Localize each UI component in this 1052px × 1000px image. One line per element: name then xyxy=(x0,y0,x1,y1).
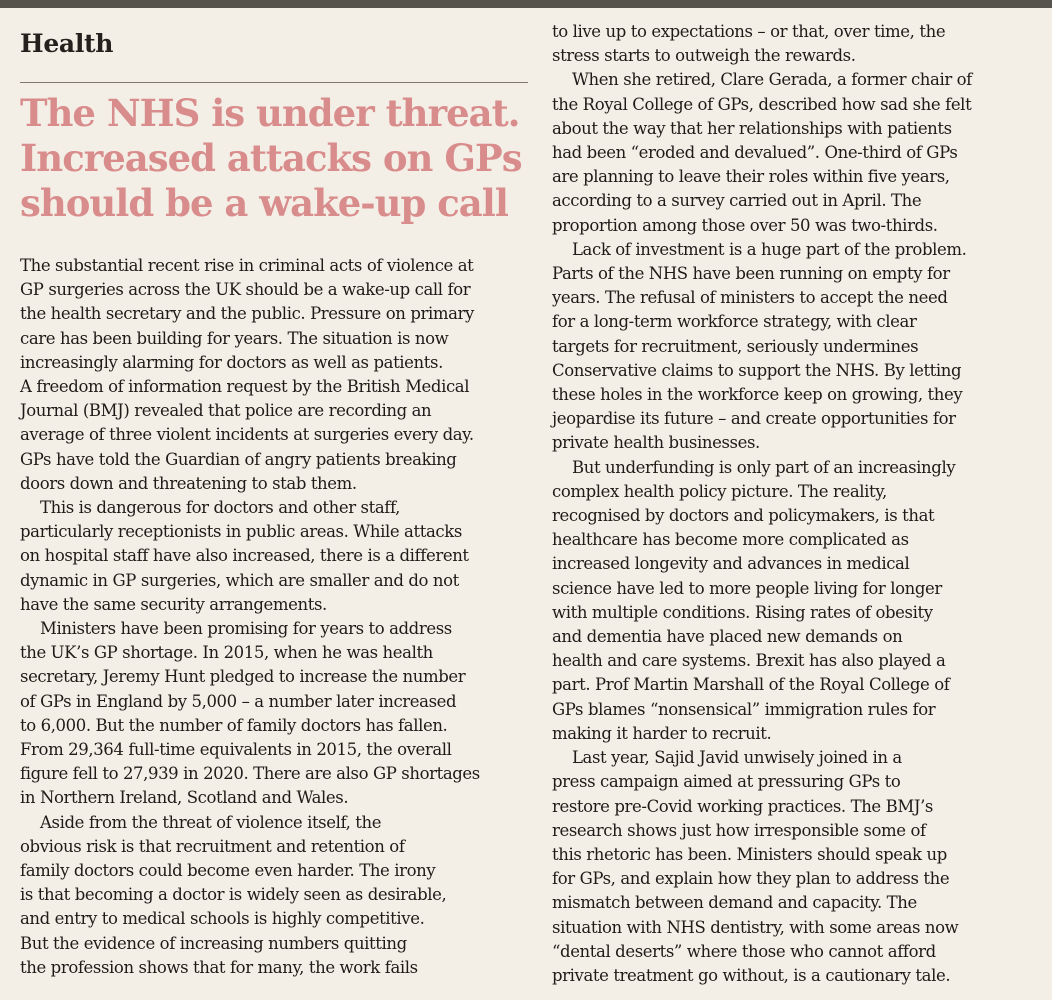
text-line: situation with NHS dentistry, with some areas now xyxy=(552,917,959,937)
text-line: Parts of the NHS have been running on empty for xyxy=(552,264,950,284)
text-line: recognised by doctors and policymakers, is that xyxy=(552,506,935,526)
text-line: to live up to expectations – or that, over time, the xyxy=(552,22,946,41)
text-line: had been “eroded and devalued”. One-third of GPs xyxy=(552,143,958,163)
text-line: are planning to leave their roles within five years, xyxy=(552,167,950,187)
text-line: increased longevity and advances in medical xyxy=(552,554,910,574)
text-line: about the way that her relationships with patients xyxy=(552,118,952,138)
text-line: secretary, Jeremy Hunt pledged to increase the number xyxy=(20,667,466,687)
text-line: these holes in the workforce keep on growing, they xyxy=(552,385,963,405)
text-line: increasingly alarming for doctors as well as patients. xyxy=(20,352,443,372)
text-line: and dementia have placed new demands on xyxy=(552,627,903,647)
text-line: Journal (BMJ) revealed that police are recording an xyxy=(20,401,432,421)
text-line: the UK’s GP shortage. In 2015, when he was health xyxy=(20,643,433,663)
headline-line: Increased attacks on GPs xyxy=(20,136,522,180)
text-line: doors down and threatening to stab them. xyxy=(20,473,357,493)
paragraph xyxy=(552,238,1030,456)
text-line: average of three violent incidents at surgeries every day. xyxy=(20,425,474,445)
text-line: to 6,000. But the number of family doctors has fallen. xyxy=(20,715,448,735)
text-line: Lack of investment is a huge part of the problem. xyxy=(572,239,967,259)
left-column xyxy=(20,28,528,980)
text-line: science have led to more people living for longer xyxy=(552,578,942,598)
text-line: health and care systems. Brexit has also played a xyxy=(552,651,946,671)
text-line: But underfunding is only part of an increasingly xyxy=(572,457,956,477)
text-line: private health businesses. xyxy=(552,433,760,453)
text-line: figure fell to 27,939 in 2020. There are also GP shortages xyxy=(20,764,480,784)
text-line: stress starts to outweigh the rewards. xyxy=(552,46,856,66)
text-line: Last year, Sajid Javid unwisely joined in a xyxy=(572,748,902,768)
paragraph xyxy=(552,68,1030,237)
text-line: GPs have told the Guardian of angry patients breaking xyxy=(20,449,457,469)
text-line: in Northern Ireland, Scotland and Wales. xyxy=(20,788,349,808)
text-line: The substantial recent rise in criminal acts of violence at xyxy=(20,256,474,275)
text-line: making it harder to recruit. xyxy=(552,723,772,743)
text-line: for a long-term workforce strategy, with clear xyxy=(552,312,917,332)
text-line: obvious risk is that recruitment and retention of xyxy=(20,836,405,856)
text-line: care has been building for years. The situation is now xyxy=(20,328,449,348)
text-line: research shows just how irresponsible some of xyxy=(552,820,926,840)
text-line: according to a survey carried out in April. The xyxy=(552,191,922,211)
text-line: healthcare has become more complicated as xyxy=(552,530,909,550)
text-line: the Royal College of GPs, described how sad she felt xyxy=(552,94,972,114)
text-line: proportion among those over 50 was two-thirds. xyxy=(552,215,938,235)
paragraph xyxy=(552,456,1030,746)
headline-line: The NHS is under threat. xyxy=(20,91,520,135)
text-line: “dental deserts” where those who cannot afford xyxy=(552,941,936,961)
text-line: A freedom of information request by the British Medical xyxy=(20,377,470,397)
section-label: Health xyxy=(20,28,528,83)
text-line: From 29,364 full-time equivalents in 2015, the overall xyxy=(20,740,452,760)
text-line: jeopardise its future – and create opportunities for xyxy=(552,409,956,429)
text-line: with multiple conditions. Rising rates of obesity xyxy=(552,602,933,622)
text-line: restore pre-Covid working practices. The BMJ’s xyxy=(552,796,933,816)
top-rule xyxy=(0,0,1052,8)
text-line: When she retired, Clare Gerada, a former chair of xyxy=(572,70,972,90)
text-line: for GPs, and explain how they plan to address the xyxy=(552,869,950,889)
text-line: on hospital staff have also increased, there is a different xyxy=(20,546,469,566)
text-line: years. The refusal of ministers to accept the need xyxy=(552,288,948,308)
text-line: private treatment go without, is a cautionary tale. xyxy=(552,965,951,985)
text-line: But the evidence of increasing numbers quitting xyxy=(20,933,407,953)
paragraph xyxy=(20,617,528,811)
text-line: the health secretary and the public. Pressure on primary xyxy=(20,304,474,324)
text-line: This is dangerous for doctors and other staff, xyxy=(40,498,400,518)
text-line: Conservative claims to support the NHS. By letting xyxy=(552,360,962,380)
paragraph xyxy=(552,20,1030,68)
paragraph xyxy=(552,746,1030,988)
text-line: complex health policy picture. The reality, xyxy=(552,481,887,501)
paragraph xyxy=(20,496,528,617)
text-line: particularly receptionists in public areas. While attacks xyxy=(20,522,462,542)
text-line: GP surgeries across the UK should be a wake-up call for xyxy=(20,280,471,300)
headline-line: should be a wake-up call xyxy=(20,181,508,225)
text-line: of GPs in England by 5,000 – a number later increased xyxy=(20,691,457,711)
text-line: press campaign aimed at pressuring GPs to xyxy=(552,772,901,792)
text-line: dynamic in GP surgeries, which are smaller and do not xyxy=(20,570,459,590)
text-line: is that becoming a doctor is widely seen as desirable, xyxy=(20,885,447,905)
left-body xyxy=(20,254,528,980)
paragraph xyxy=(20,254,528,496)
headline xyxy=(20,91,528,226)
text-line: mismatch between demand and capacity. The xyxy=(552,893,917,913)
right-column xyxy=(552,20,1030,988)
text-line: Ministers have been promising for years to address xyxy=(40,619,452,639)
text-line: targets for recruitment, seriously undermines xyxy=(552,336,919,356)
text-line: Aside from the threat of violence itself, the xyxy=(40,812,382,832)
text-line: have the same security arrangements. xyxy=(20,594,327,614)
right-body xyxy=(552,20,1030,988)
text-line: this rhetoric has been. Ministers should speak up xyxy=(552,844,947,864)
text-line: GPs blames “nonsensical” immigration rules for xyxy=(552,699,936,719)
text-line: the profession shows that for many, the work fails xyxy=(20,957,418,977)
paragraph xyxy=(20,811,528,980)
text-line: family doctors could become even harder. The irony xyxy=(20,861,436,881)
text-line: and entry to medical schools is highly competitive. xyxy=(20,909,425,929)
text-line: part. Prof Martin Marshall of the Royal College of xyxy=(552,675,950,695)
